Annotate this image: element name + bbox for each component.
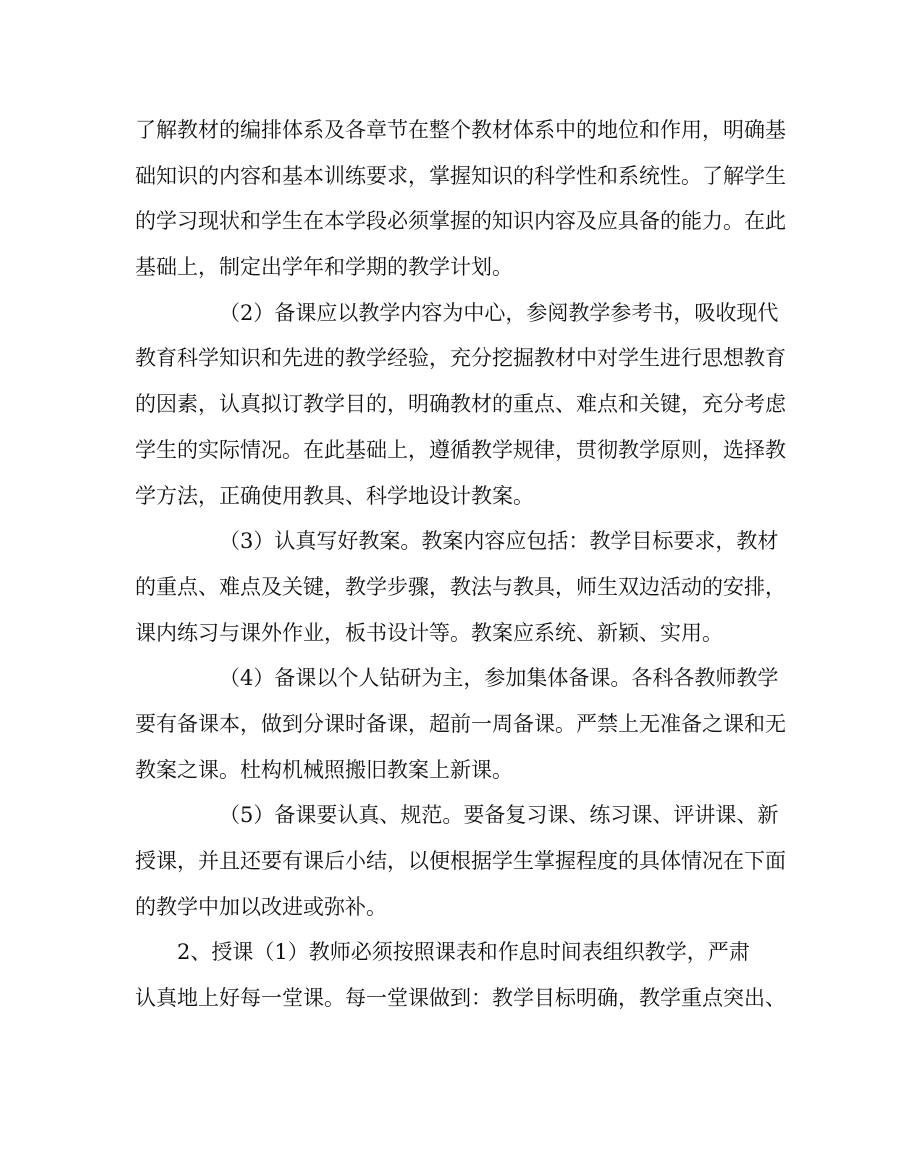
- text-line: 授课，并且还要有课后小结，以便根据学生掌握程度的具体情况在下面: [135, 849, 786, 873]
- text-line: 了解教材的编排体系及各章节在整个教材体系中的地位和作用，明确基: [135, 118, 786, 142]
- text-line: 的重点、难点及关键，教学步骤，教法与教具，师生双边活动的安排，: [135, 574, 786, 599]
- text-line: 2、授课（1）教师必须按照课表和作息时间表组织教学，严肃: [177, 940, 750, 965]
- text-line: 课内练习与课外作业，板书设计等。教案应系统、新颖、实用。: [135, 620, 723, 645]
- text-line: 教案之课。杜构机械照搬旧教案上新课。: [135, 757, 513, 782]
- document-body: [135, 108, 795, 1022]
- text-line: 础知识的内容和基本训练要求，掌握知识的科学性和系统性。了解学生: [135, 163, 786, 188]
- text-line: 认真地上好每一堂课。每一堂课做到：教学目标明确，教学重点突出、: [135, 986, 786, 1011]
- text-line: 的教学中加以改进或弥补。: [135, 894, 387, 919]
- text-line: 学生的实际情况。在此基础上，遵循教学规律，贯彻教学原则，选择教: [135, 437, 786, 462]
- text-line: 基础上，制定出学年和学期的教学计划。: [135, 255, 513, 280]
- text-line: （4）备课以个人钻研为主，参加集体备课。各科各教师教学: [219, 666, 779, 691]
- text-line: 的学习现状和学生在本学段必须掌握的知识内容及应具备的能力。在此: [135, 209, 786, 234]
- text-line: （3）认真写好教案。教案内容应包括：教学目标要求，教材: [219, 529, 779, 554]
- text-line: （2）备课应以教学内容为中心，参阅教学参考书，吸收现代: [219, 300, 779, 325]
- text-line: 学方法，正确使用教具、科学地设计教案。: [135, 483, 534, 508]
- text-line: 要有备课本，做到分课时备课，超前一周备课。严禁上无准备之课和无: [135, 711, 786, 736]
- text-line: 的因素，认真拟订教学目的，明确教材的重点、难点和关键，充分考虑: [135, 392, 786, 417]
- text-line: 教育科学知识和先进的教学经验，充分挖掘教材中对学生进行思想教育: [135, 346, 786, 371]
- text-line: （5）备课要认真、规范。要备复习课、练习课、评讲课、新: [219, 803, 779, 828]
